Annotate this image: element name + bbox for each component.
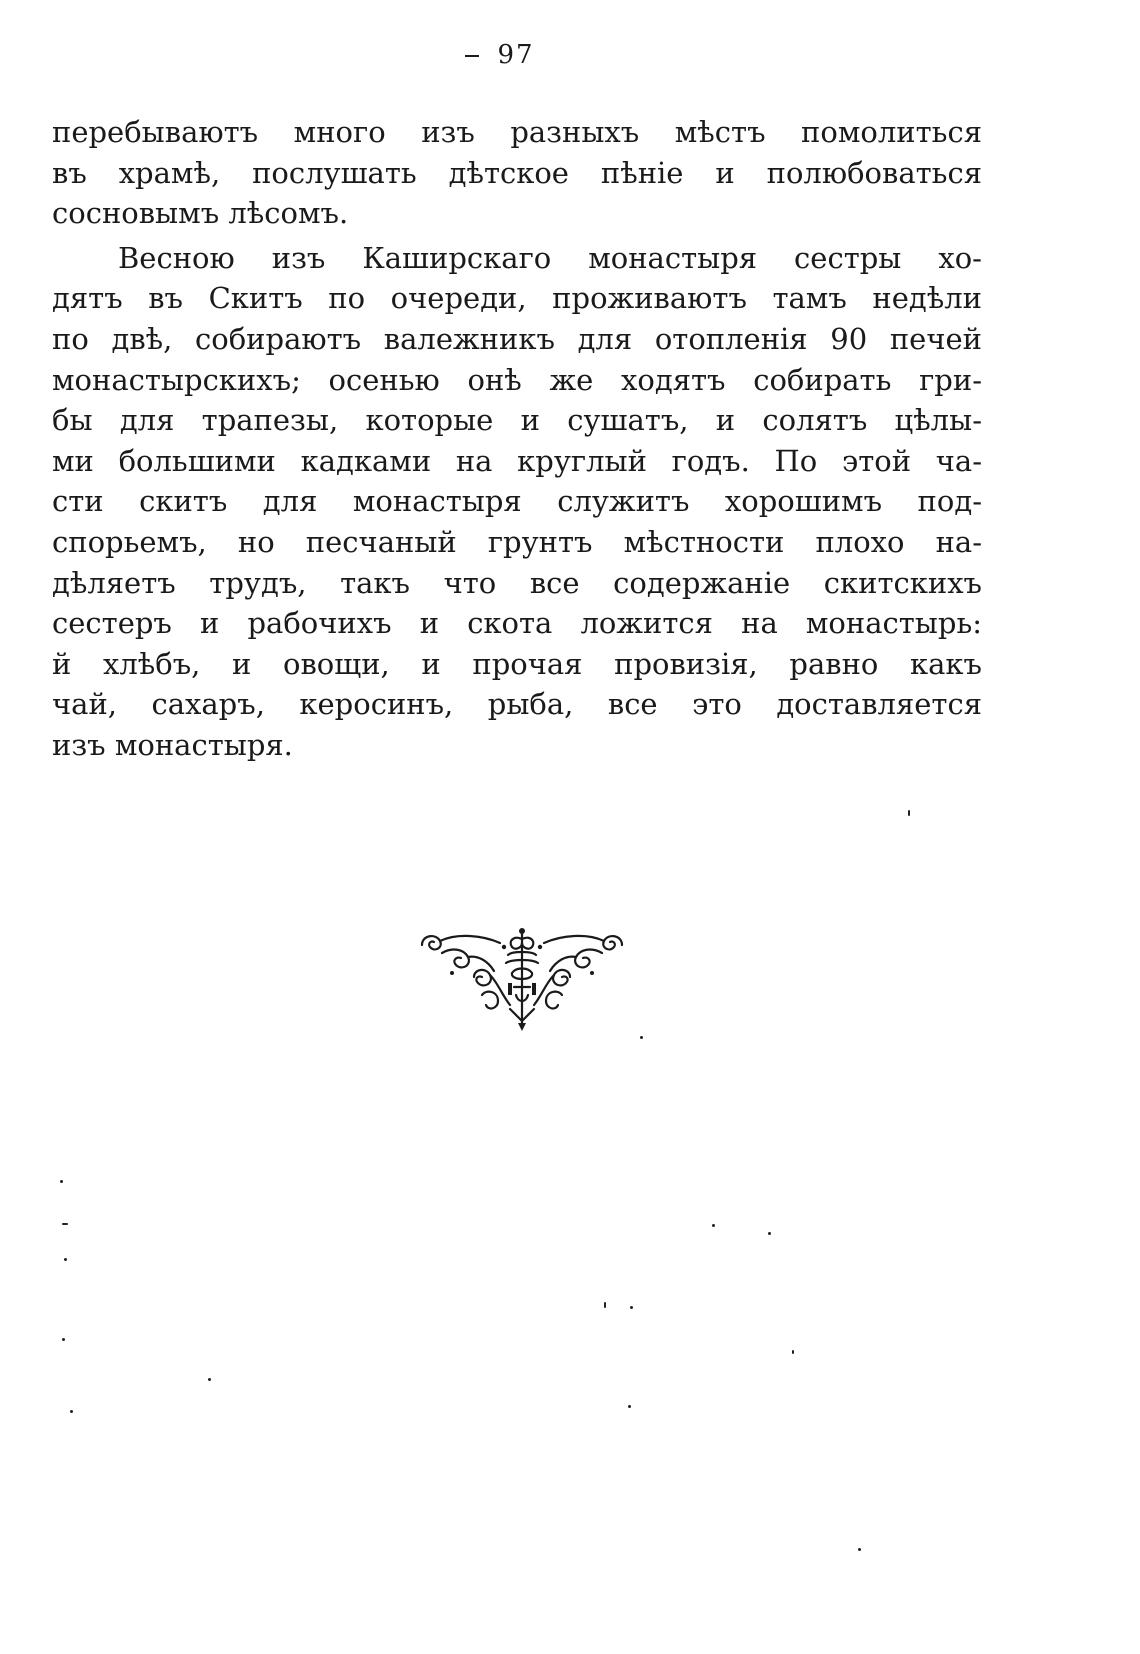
scan-speck xyxy=(640,1036,643,1039)
scan-speck xyxy=(60,1180,63,1183)
page-number-dash xyxy=(465,55,479,57)
text-line: чай, сахаръ, керосинъ, рыба, все это доставляется xyxy=(52,687,982,722)
scan-speck xyxy=(712,1224,715,1227)
text-line: перебываютъ много изъ разныхъ мѣстъ помолиться xyxy=(52,115,982,149)
scan-speck xyxy=(630,1306,633,1309)
scan-speck xyxy=(858,1548,861,1551)
scan-speck xyxy=(208,1378,211,1381)
scan-speck xyxy=(908,810,910,816)
text-line: сосновымъ лѣсомъ. xyxy=(52,196,349,231)
text-line: дѣляетъ трудъ, такъ что все содержаніе скитскихъ xyxy=(52,565,982,600)
scan-speck xyxy=(62,1338,65,1341)
text-line: ми большими кадками на круглый годъ. По этой ча- xyxy=(52,443,982,478)
text-line: изъ монастыря. xyxy=(52,727,293,762)
paragraph-1 xyxy=(52,112,982,234)
text-line: сти скитъ для монастыря служитъ хорошимъ под- xyxy=(52,484,982,519)
text-line: дятъ въ Скитъ по очереди, проживаютъ тамъ недѣли xyxy=(52,281,982,316)
text-line: спорьемъ, но песчаный грунтъ мѣстности плохо на- xyxy=(52,524,982,559)
page-number-block xyxy=(440,40,560,70)
floral-tailpiece-icon xyxy=(412,925,632,1035)
text-line: въ храмѣ, послушать дѣтское пѣніе и полюбоваться xyxy=(52,155,982,190)
scan-speck xyxy=(62,1223,68,1225)
scan-speck xyxy=(604,1302,606,1308)
text-line: бы для трапезы, которые и сушатъ, и солятъ цѣлы- xyxy=(52,403,982,438)
body-text xyxy=(52,112,982,766)
text-line: Весною изъ Каширскаго монастыря сестры хо- xyxy=(118,240,982,275)
text-line: сестеръ и рабочихъ и скота ложится на монастырь: xyxy=(52,606,982,641)
text-line: монастырскихъ; осенью онѣ же ходятъ собирать гри- xyxy=(52,362,982,397)
scan-speck xyxy=(64,1258,67,1261)
scan-speck xyxy=(70,1410,73,1413)
page-number: 97 xyxy=(497,40,535,70)
scan-speck xyxy=(768,1232,771,1235)
text-line: по двѣ, собираютъ валежникъ для отопленія 90 печей xyxy=(52,321,982,356)
text-line: й хлѣбъ, и овощи, и прочая провизія, равно какъ xyxy=(52,646,982,681)
scan-speck xyxy=(628,1405,631,1408)
paragraph-2 xyxy=(52,238,982,766)
scan-speck xyxy=(792,1350,794,1354)
